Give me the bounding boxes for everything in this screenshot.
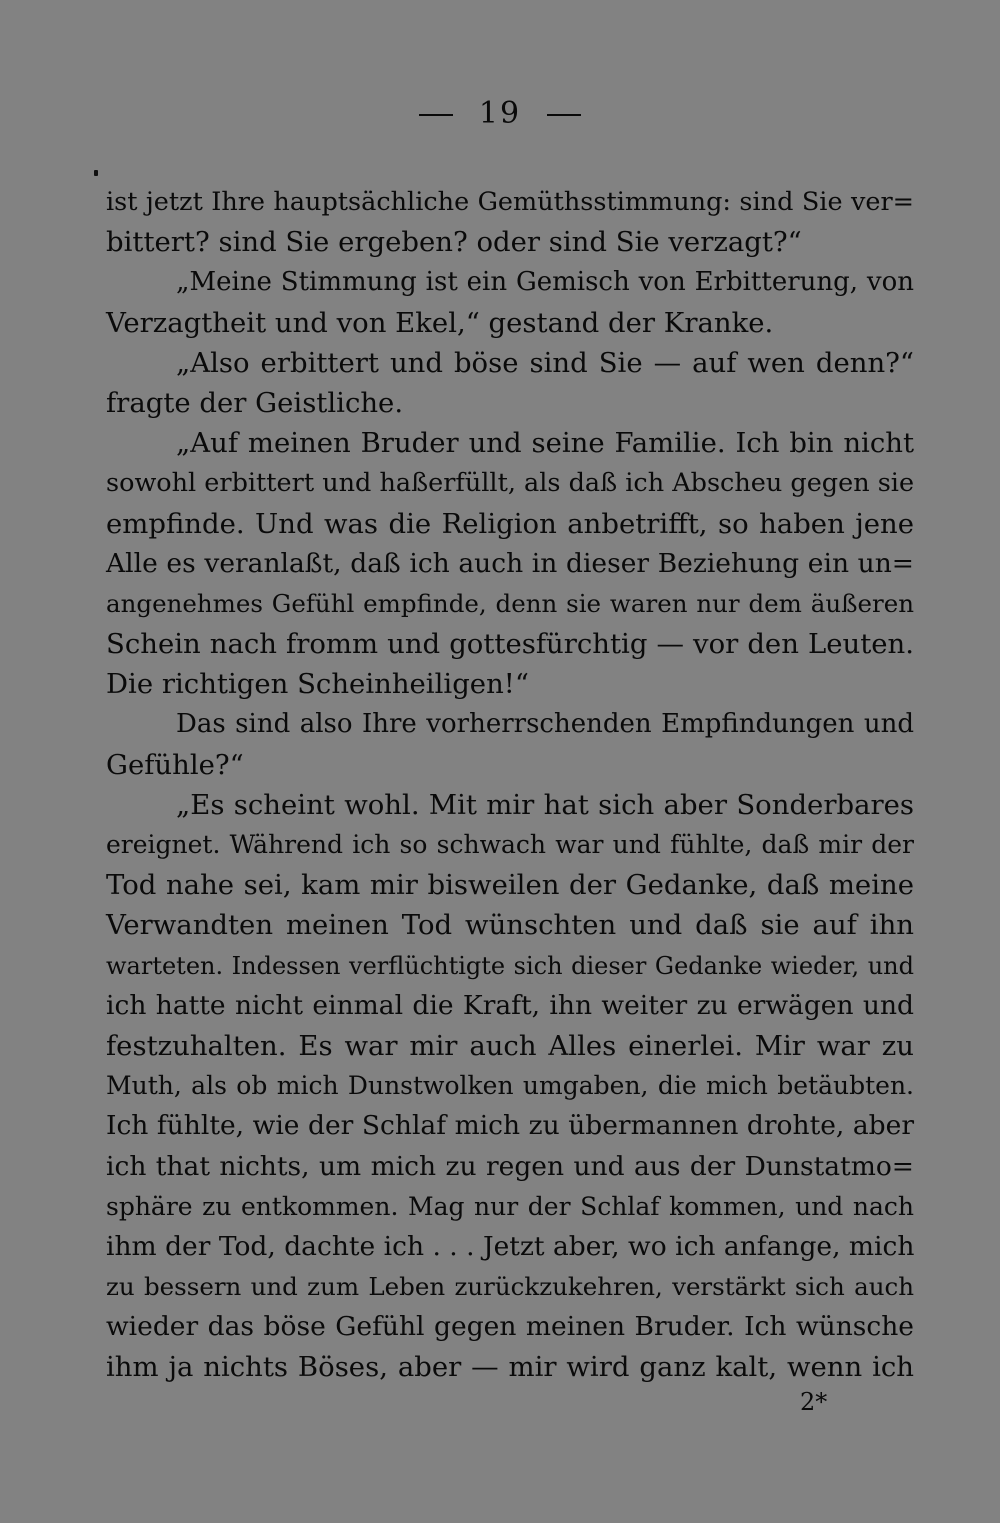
text-line: festzuhalten. Es war mir auch Alles einerlei. Mir war zu [106,1029,914,1062]
page-header [0,96,1000,131]
text-line: bittert? sind Sie ergeben? oder sind Sie verzagt?“ [106,226,802,259]
text-line: ich that nichts, um mich zu regen und aus der Dunstatmo= [106,1150,914,1182]
text-line: Verzagtheit und von Ekel,“ gestand der Kranke. [106,306,774,339]
text-line: „Auf meinen Bruder und seine Familie. Ich bin nicht [176,427,914,460]
text-line: Schein nach fromm und gottesfürchtig — vor den Leuten. [106,628,914,661]
text-line: sowohl erbittert und haßerfüllt, als daß ich Abscheu gegen sie [106,468,915,499]
text-line: ich hatte nicht einmal die Kraft, ihn weiter zu erwägen und [106,989,914,1021]
text-line: ereignet. Während ich so schwach war und fühlte, daß mir der [106,830,914,859]
text-line: warteten. Indessen verflüchtigte sich dieser Gedanke wieder, und [106,951,914,980]
text-line: ihm ja nichts Böses, aber — mir wird ganz kalt, wenn ich [106,1351,914,1384]
header-dash-left [419,114,453,116]
text-line: wieder das böse Gefühl gegen meinen Bruder. Ich wünsche [106,1311,914,1343]
text-line: Ich fühlte, wie der Schlaf mich zu übermannen drohte, aber [106,1110,914,1142]
text-line: „Also erbittert und böse sind Sie — auf wen denn?“ [176,346,914,379]
header-dash-right [547,114,581,116]
text-line: empfinde. Und was die Religion anbetrifft, so haben jene [106,507,914,540]
text-line: sphäre zu entkommen. Mag nur der Schlaf kommen, und nach [106,1191,914,1221]
signature-mark: 2* [800,1388,828,1416]
text-line: angenehmes Gefühl empfinde, denn sie waren nur dem äußeren [106,588,914,618]
page-number: 19 [478,96,522,131]
text-line: Die richtigen Scheinheiligen!“ [106,668,529,701]
text-line: zu bessern und zum Leben zurückzukehren, verstärkt sich auch [106,1272,914,1302]
text-line: Muth, als ob mich Dunstwolken umgaben, die mich betäubten. [106,1071,914,1101]
text-line: Das sind also Ihre vorherrschenden Empfindungen und [176,709,914,740]
text-line: Verwandten meinen Tod wünschten und daß sie auf ihn [106,909,914,942]
text-line: Alle es veranlaßt, daß ich auch in dieser Beziehung ein un= [106,547,914,579]
ink-mark [94,170,98,176]
text-line: „Es scheint wohl. Mit mir hat sich aber Sonderbares [176,788,914,821]
text-line: „Meine Stimmung ist ein Gemisch von Erbitterung, von [176,267,914,298]
text-line: ihm der Tod, dachte ich . . . Jetzt aber, wo ich anfange, mich [106,1230,915,1262]
text-line: Tod nahe sei, kam mir bisweilen der Gedanke, daß meine [106,869,914,902]
text-line: fragte der Geistliche. [106,386,404,419]
body-text [106,182,914,1388]
text-line: Gefühle?“ [106,748,244,781]
text-line: ist jetzt Ihre hauptsächliche Gemüthsstimmung: sind Sie ver= [106,187,914,217]
